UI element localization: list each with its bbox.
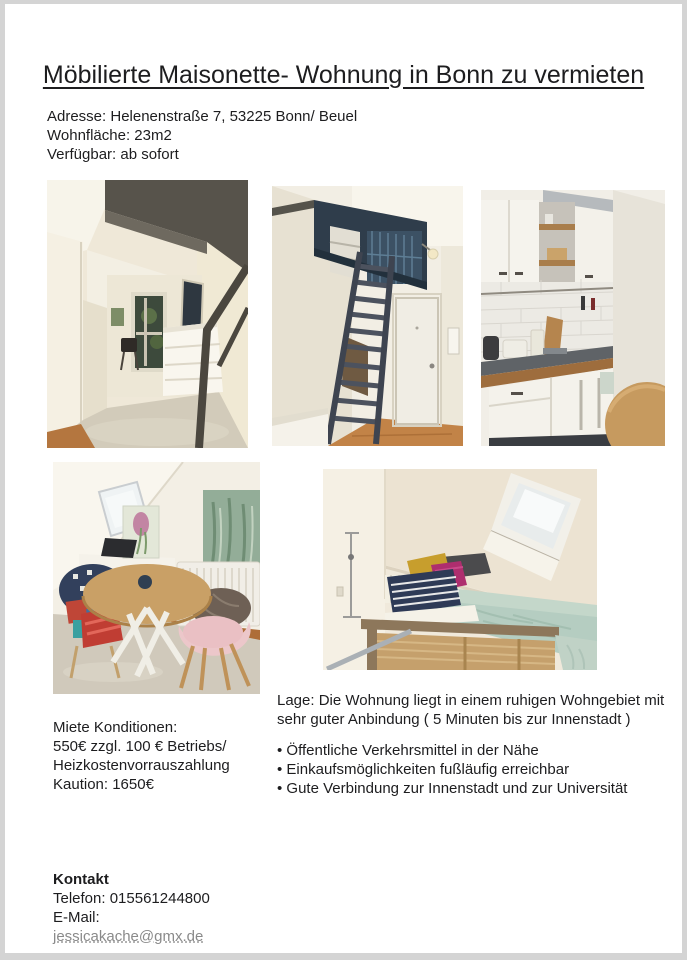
bullet-connections: • Gute Verbindung zur Innenstadt und zur Universität xyxy=(277,780,628,797)
utilities-line: Heizkostenvorrauszahlung xyxy=(53,757,230,774)
availability-line: Verfügbar: ab sofort xyxy=(47,146,179,163)
document-page xyxy=(5,4,682,953)
property-details xyxy=(47,107,357,164)
photo-kitchen xyxy=(481,190,665,446)
contact-heading: Kontakt xyxy=(53,871,109,888)
bullet-shopping: • Einkaufsmöglichkeiten fußläufig erreichbar xyxy=(277,761,570,778)
page-title: Möbilierte Maisonette- Wohnung in Bonn zu vermieten xyxy=(42,60,645,89)
dining-photo-graphic xyxy=(53,462,260,694)
photo-dining-area xyxy=(53,462,260,694)
photo-staircase xyxy=(272,186,463,446)
location-paragraph xyxy=(277,691,677,729)
photo-sleeping-loft xyxy=(323,469,597,670)
rent-amount-line: 550€ zzgl. 100 € Betriebs/ xyxy=(53,738,227,755)
location-line-2: sehr guter Anbindung ( 5 Minuten bis zur Innenstadt ) xyxy=(277,711,631,728)
bullet-public-transport: • Öffentliche Verkehrsmittel in der Nähe xyxy=(277,742,539,759)
area-line: Wohnfläche: 23m2 xyxy=(47,127,172,144)
location-bullets xyxy=(277,741,677,798)
address-line: Adresse: Helenenstraße 7, 53225 Bonn/ Beuel xyxy=(47,108,358,125)
contact-email-label: E-Mail: xyxy=(53,909,100,926)
contact-phone: Telefon: 015561244800 xyxy=(53,890,210,907)
rent-conditions-heading: Miete Konditionen: xyxy=(53,719,178,736)
location-line-1: Lage: Die Wohnung liegt in einem ruhigen Wohngebiet mit xyxy=(277,692,665,709)
rent-conditions xyxy=(53,718,230,794)
kitchen-photo-graphic xyxy=(481,190,665,446)
loft-photo-graphic xyxy=(323,469,597,670)
contact-email-link[interactable]: jessicakache@gmx.de xyxy=(53,928,204,945)
hallway-photo-graphic xyxy=(47,180,248,448)
photo-hallway xyxy=(47,180,248,448)
staircase-photo-graphic xyxy=(272,186,463,446)
deposit-line: Kaution: 1650€ xyxy=(53,776,154,793)
contact-section xyxy=(53,870,210,946)
